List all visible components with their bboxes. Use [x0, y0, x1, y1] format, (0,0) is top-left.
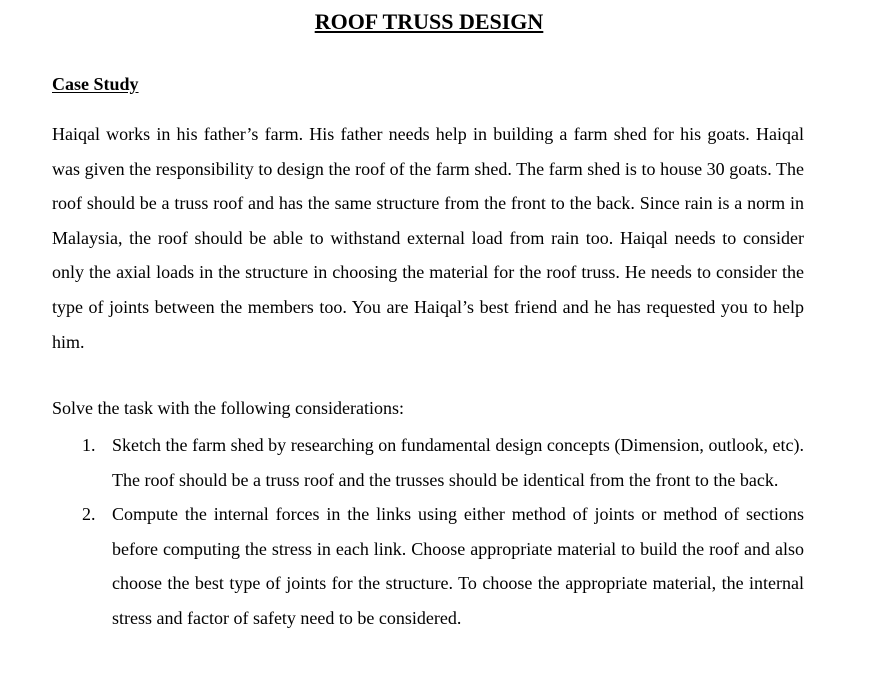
task-list	[52, 428, 804, 636]
tasks-intro: Solve the task with the following considerations:	[52, 398, 404, 418]
list-item-text: Compute the internal forces in the links using either method of joints or method of sections before computing the stress in each link. Choose appropriate material to build the roof and also choose the best type of joints for the structure. To choose the appropriate material, the internal stress and factor of safety need to be considered.	[112, 504, 804, 628]
list-item	[52, 497, 804, 635]
case-study-paragraph: Haiqal works in his father’s farm. His father needs help in building a farm shed for his goats. Haiqal was given the responsibility to design the roof of the farm shed. The farm shed is to house 30 goats. The roof should be a truss roof and has the same structure from the front to the back. Since rain is a norm in Malaysia, the roof should be able to withstand external load from rain too. Haiqal needs to consider only the axial loads in the structure in choosing the material for the roof truss. He needs to consider the type of joints between the members too. You are Haiqal’s best friend and he has requested you to help him.	[52, 124, 804, 352]
list-item-number: 2.	[82, 504, 96, 525]
list-item-text: Sketch the farm shed by researching on fundamental design concepts (Dimension, outlook, etc). The roof should be a truss roof and the trusses should be identical from the front to the back.	[112, 435, 804, 490]
section-heading: Case Study	[52, 74, 139, 94]
list-item	[52, 428, 804, 497]
list-item-number: 1.	[82, 435, 96, 455]
document-title: ROOF TRUSS DESIGN	[314, 9, 544, 34]
